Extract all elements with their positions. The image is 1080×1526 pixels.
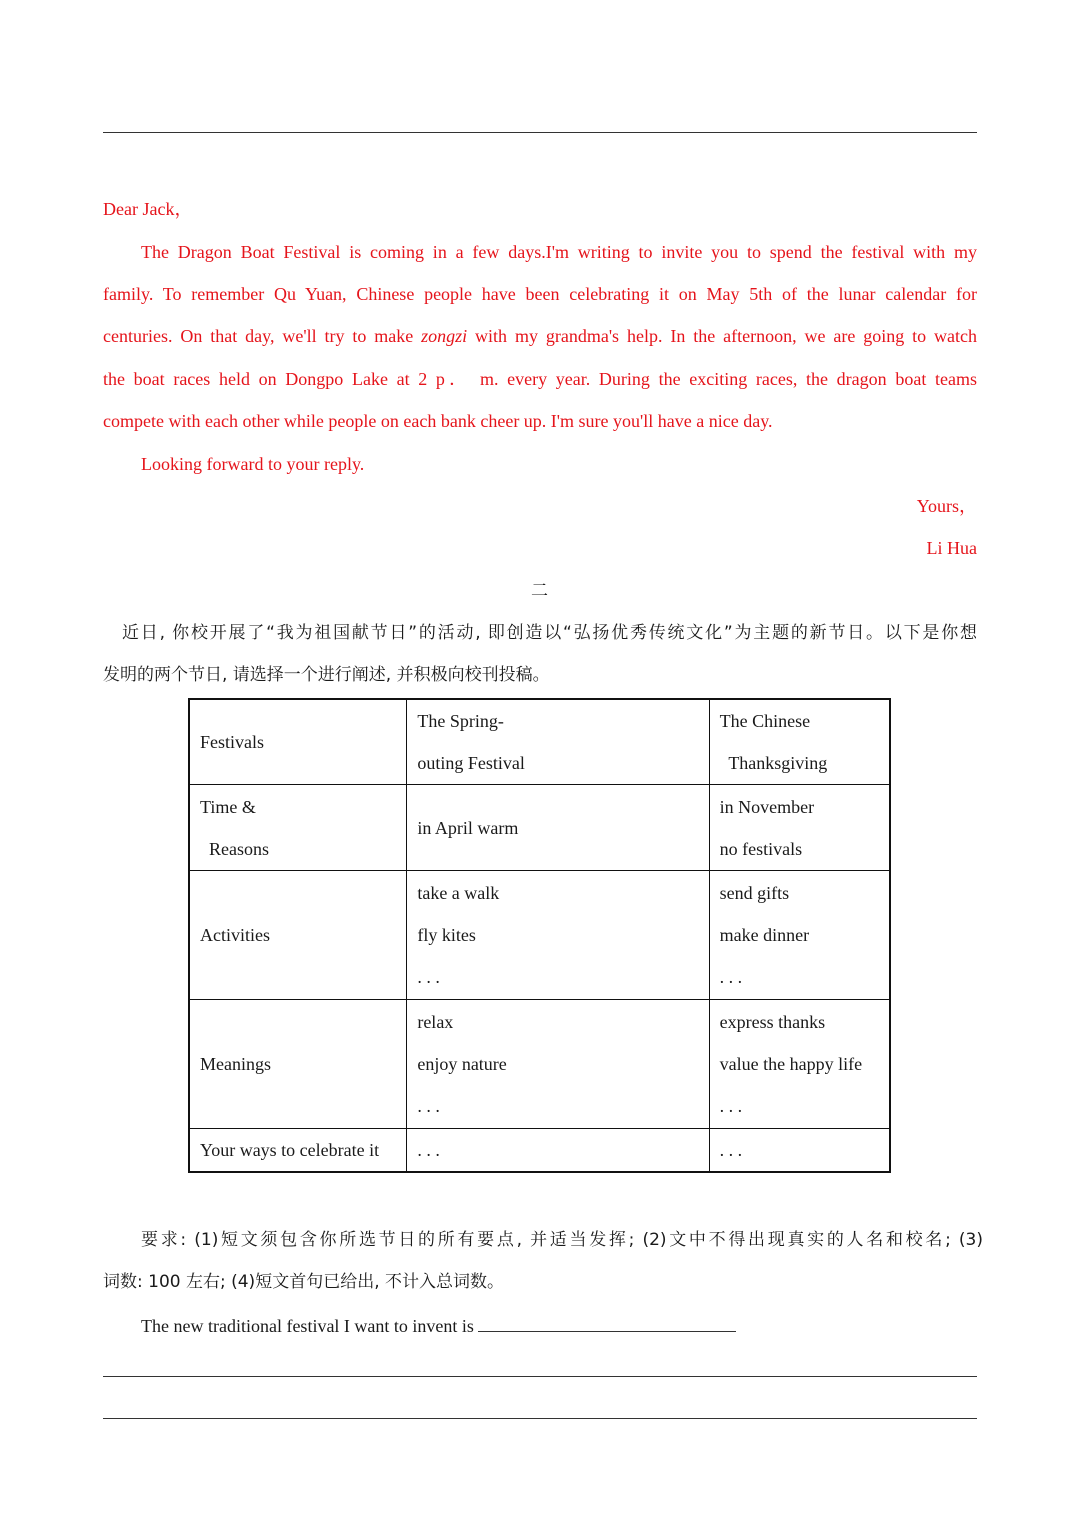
letter-line-3 — [103, 324, 977, 348]
table-row — [189, 699, 890, 785]
cell-text: The Chinese — [719, 711, 811, 731]
thanksgiving-cell — [709, 699, 890, 785]
festival-table — [188, 698, 891, 1173]
row-label-cell — [189, 1129, 407, 1173]
cell-text: . . . — [719, 1140, 743, 1160]
cell-text: . . . — [719, 1096, 743, 1116]
letter-line-3-pre: centuries. On that day, we'll try to make — [103, 326, 422, 346]
table-row — [189, 1129, 890, 1173]
cell-text: The Spring- — [417, 711, 504, 731]
cell-text: Festivals — [200, 732, 265, 752]
spring-outing-cell — [407, 785, 709, 871]
section-number: 二 — [531, 581, 548, 601]
section-intro-line-2: 发明的两个节日, 请选择一个进行阐述, 并积极向校刊投稿。 — [103, 665, 550, 685]
requirements-line-1: 要求: (1)短文须包含你所选节日的所有要点, 并适当发挥; (2)文中不得出现真实的人名和校名; (3) — [141, 1230, 983, 1250]
thanksgiving-cell — [709, 1129, 890, 1173]
spring-outing-cell — [407, 1000, 709, 1129]
answer-line-1[interactable] — [103, 1376, 977, 1377]
thanksgiving-cell — [709, 785, 890, 871]
row-label-cell — [189, 699, 407, 785]
cell-text: Reasons — [200, 838, 269, 859]
cell-text: outing Festival — [417, 753, 525, 773]
cell-text: value the happy life — [719, 1054, 863, 1074]
cell-text: fly kites — [417, 925, 476, 945]
letter-line-5: compete with each other while people on each bank cheer up. I'm sure you'll have a nice day. — [103, 411, 773, 431]
cell-text: in April warm — [417, 817, 519, 838]
cell-text: . . . — [417, 967, 440, 987]
letter-signature: Li Hua — [926, 538, 977, 558]
letter-line-1: The Dragon Boat Festival is coming in a few days.I'm writing to invite you to spend the festival with my — [141, 242, 977, 262]
cell-text: Meanings — [200, 1054, 271, 1074]
writing-prompt — [141, 1313, 736, 1338]
cell-text: Time & — [200, 796, 256, 817]
cell-text: send gifts — [719, 883, 790, 903]
cell-text: no festivals — [719, 838, 803, 859]
cell-text: . . . — [417, 1096, 440, 1116]
cell-text: relax — [417, 1012, 454, 1032]
letter-line-3-post: with my grandma's help. In the afternoon, we are going to watch — [467, 326, 977, 346]
cell-text: . . . — [719, 967, 743, 987]
letter-line-2: family. To remember Qu Yuan, Chinese people have been celebrating it on May 5th of the lunar calendar for — [103, 284, 977, 304]
cell-text: Activities — [200, 925, 270, 945]
answer-blank[interactable] — [478, 1313, 736, 1332]
letter-zongzi: zongzi — [421, 326, 468, 346]
spring-outing-cell — [407, 871, 709, 1000]
letter-line-4: the boat races held on Dongpo Lake at 2 p． m. every year. During the exciting races, the dragon boat teams — [103, 369, 977, 389]
table-row — [189, 871, 890, 1000]
cell-text: express thanks — [719, 1012, 826, 1032]
requirements-line-2: 词数: 100 左右; (4)短文首句已给出, 不计入总词数。 — [103, 1272, 505, 1292]
row-label-cell — [189, 1000, 407, 1129]
writing-prompt-text: The new traditional festival I want to invent is — [141, 1316, 474, 1336]
letter-sign-off: Yours， — [916, 496, 977, 516]
cell-text: . . . — [417, 1140, 440, 1160]
row-label-cell — [189, 871, 407, 1000]
section-intro-line-1: 近日, 你校开展了“我为祖国献节日”的活动, 即创造以“弘扬优秀传统文化”为主题的新节日。以下是你想 — [122, 623, 977, 643]
cell-text: in November — [719, 796, 815, 817]
top-rule — [103, 132, 977, 133]
spring-outing-cell — [407, 1129, 709, 1173]
row-label-cell — [189, 785, 407, 871]
thanksgiving-cell — [709, 1000, 890, 1129]
thanksgiving-cell — [709, 871, 890, 1000]
cell-text: Your ways to celebrate it — [200, 1140, 380, 1160]
cell-text: Thanksgiving — [719, 753, 828, 773]
table-row — [189, 785, 890, 871]
letter-greeting: Dear Jack， — [103, 199, 193, 219]
cell-text: enjoy nature — [417, 1054, 507, 1074]
spring-outing-cell — [407, 699, 709, 785]
table-row — [189, 1000, 890, 1129]
letter-closing: Looking forward to your reply. — [141, 454, 365, 474]
cell-text: make dinner — [719, 925, 810, 945]
answer-line-2[interactable] — [103, 1418, 977, 1419]
cell-text: take a walk — [417, 883, 500, 903]
